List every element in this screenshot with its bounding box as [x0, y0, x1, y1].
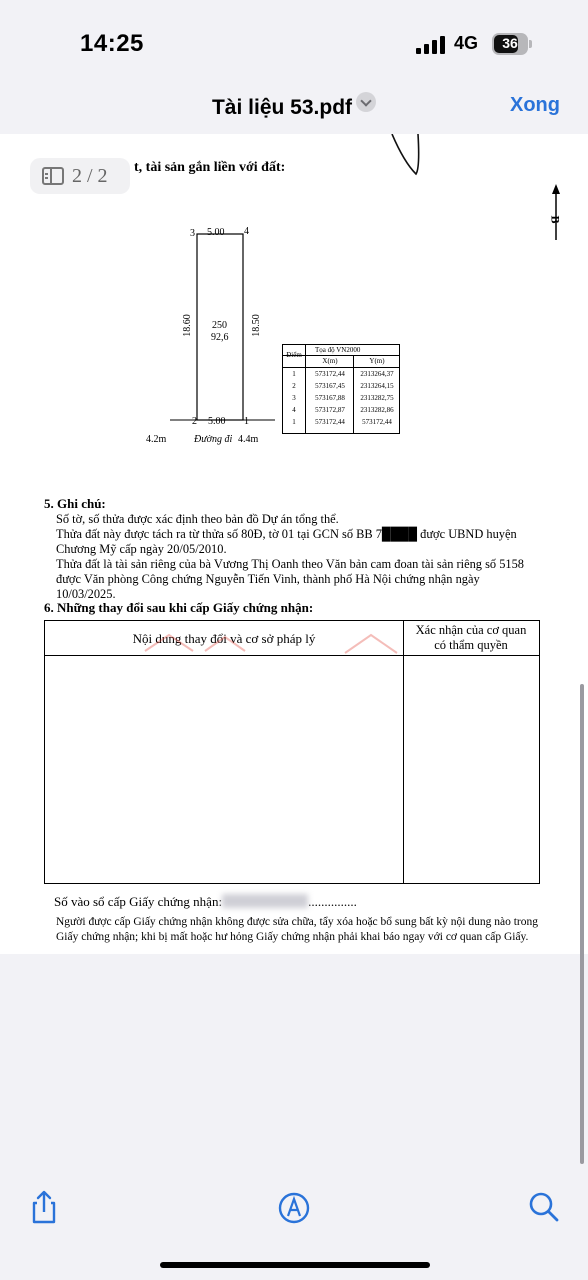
status-time: 14:25: [80, 30, 144, 57]
done-button[interactable]: Xong: [510, 94, 560, 116]
battery-icon: [492, 33, 532, 55]
warning-line: Người được cấp Giấy chứng nhận không được sửa chữa, tẩy xóa hoặc bổ sung bất kỳ nội dung nào trong: [56, 916, 538, 928]
document-title-text: Tài liệu 53.pdf: [211, 96, 353, 119]
north-label: B: [548, 215, 563, 224]
coord-cell: 573167,88: [315, 394, 345, 402]
coord-cell: 573172,87: [315, 406, 345, 414]
coordinate-table: [282, 344, 400, 434]
left-side-label: 18.60: [181, 314, 193, 337]
note-line: Thửa đất này được tách ra từ thửa số 80Đ, tờ 01 tại GCN số BB 7████ được UBND huyện: [56, 527, 517, 541]
corner-3-label: 3: [190, 228, 195, 239]
road-width-right: 4.4m: [238, 434, 259, 445]
register-line: [54, 894, 357, 910]
north-arrow-icon: [546, 184, 566, 244]
road-width-left: 4.2m: [146, 434, 167, 445]
coord-cell: 573172,44: [315, 418, 345, 426]
coord-cell: 2313264,15: [360, 382, 394, 390]
coord-cell: 2: [292, 382, 296, 390]
pdf-page[interactable]: [0, 134, 588, 954]
network-type: 4G: [454, 33, 479, 53]
top-width-label: 5.00: [207, 227, 225, 238]
chevron-down-icon[interactable]: [356, 92, 376, 112]
coord-title: Tọa độ VN2000: [315, 346, 361, 354]
coord-header-point: Điểm: [286, 351, 302, 359]
status-bar: [0, 0, 588, 80]
bottom-width-label: 5.00: [208, 416, 226, 427]
parcel-number: 250: [212, 320, 227, 331]
changes-title: 6. Những thay đổi sau khi cấp Giấy chứng nhận:: [44, 600, 314, 615]
changes-table: [44, 620, 540, 884]
coord-cell: 4: [292, 406, 296, 414]
page-counter[interactable]: [30, 158, 130, 194]
bottom-toolbar: [0, 1180, 588, 1240]
coord-cell: 573172,44: [315, 370, 345, 378]
corner-1-label: 1: [244, 416, 249, 427]
changes-col-content: Nội dung thay đổi và cơ sở pháp lý: [132, 631, 316, 646]
coord-cell: 2313282,75: [360, 394, 394, 402]
corner-2-label: 2: [192, 416, 197, 427]
thumbnail-sidebar-icon: [42, 167, 64, 185]
changes-col-authority-line1: Xác nhận của cơ quan: [415, 623, 527, 637]
coord-cell: 2313282,86: [360, 406, 394, 414]
register-dots: ...............: [308, 894, 357, 909]
coord-cell: 1: [292, 370, 296, 378]
markup-icon[interactable]: [274, 1186, 314, 1226]
parcel-area: 92,6: [211, 332, 229, 343]
coord-cell: 573172,44: [362, 418, 392, 426]
battery-level: 36: [502, 35, 518, 51]
note-line: được Văn phòng Công chứng Nguyễn Tiến Vinh, thành phố Hà Nội chứng nhận ngày: [56, 572, 480, 586]
note-line: Số tờ, số thửa được xác định theo bản đồ Dự án tổng thể.: [56, 512, 339, 526]
share-icon[interactable]: [24, 1186, 64, 1226]
register-label: Số vào sổ cấp Giấy chứng nhận:: [54, 894, 223, 909]
document-title[interactable]: [0, 92, 588, 120]
nav-bar: [0, 80, 588, 134]
signal-icon: [416, 36, 448, 54]
changes-col-authority-line2: có thẩm quyền: [434, 638, 508, 652]
note-line: 10/03/2025.: [56, 587, 116, 601]
coord-header-y: Y(m): [369, 357, 385, 365]
note-line: Thửa đất là tài sản riêng của bà Vương Thị Oanh theo Văn bản cam đoan tài sản riêng số 5158: [56, 557, 524, 571]
search-icon[interactable]: [524, 1186, 564, 1226]
scroll-indicator[interactable]: [580, 684, 584, 1164]
coord-cell: 3: [292, 394, 296, 402]
coord-header-x: X(m): [322, 357, 338, 365]
section-heading-fragment: t, tài sản gắn liền với đất:: [134, 160, 286, 175]
road-label: Đường đi: [194, 434, 233, 445]
notes-title: 5. Ghi chú:: [44, 496, 106, 511]
home-indicator[interactable]: [160, 1262, 430, 1268]
coord-cell: 1: [292, 418, 296, 426]
coord-cell: 2313264,37: [360, 370, 394, 378]
right-side-label: 18.50: [250, 314, 262, 337]
page-counter-text: 2 / 2: [72, 164, 108, 187]
coord-cell: 573167,45: [315, 382, 345, 390]
warning-line: Giấy chứng nhận; khi bị mất hoặc hư hỏng Giấy chứng nhận phải khai báo ngay với cơ quan cấp Giấy.: [56, 931, 529, 943]
watermark-logo: [45, 621, 539, 681]
redacted-number: [222, 894, 308, 908]
corner-4-label: 4: [244, 226, 249, 237]
note-line: Chương Mỹ cấp ngày 20/05/2010.: [56, 542, 227, 556]
